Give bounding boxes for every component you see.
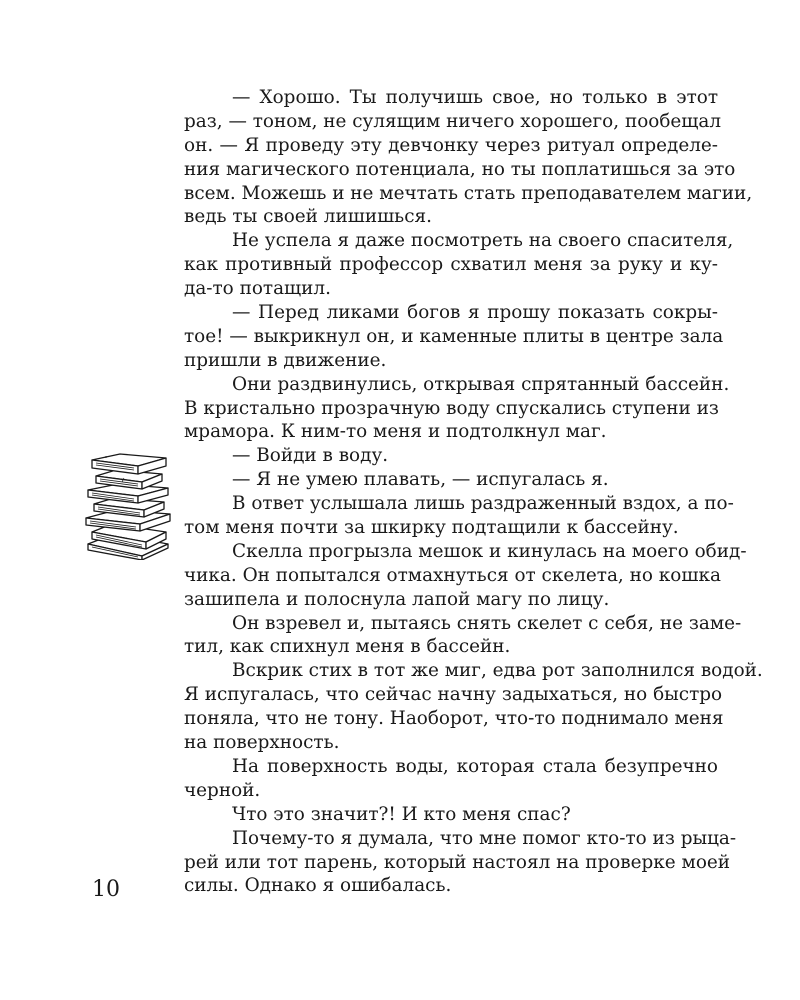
text-line: Я испугалась, что сейчас начну задыхаться, но быстро xyxy=(184,684,723,706)
text-line: — Перед ликами богов я прошу показать сокры- xyxy=(232,302,718,324)
page-number: 10 xyxy=(92,877,120,902)
text-line: На поверхность воды, которая стала безупречно xyxy=(232,755,718,777)
text-line: Не успела я даже посмотреть на своего спасителя, xyxy=(232,230,734,252)
text-line: черной. xyxy=(184,779,261,801)
text-line: всем. Можешь и не мечтать стать преподавателем магии, xyxy=(184,182,753,204)
text-line: да-то потащил. xyxy=(184,278,331,300)
text-line: как противный профессор схватил меня за руку и ку- xyxy=(184,254,718,276)
text-line: Скелла прогрызла мешок и кинулась на моего обид- xyxy=(232,540,747,562)
text-line: Вскрик стих в тот же миг, едва рот заполнился водой. xyxy=(232,660,763,682)
text-line: — Я не умею плавать, — испугалась я. xyxy=(232,469,609,491)
text-line: тил, как спихнул меня в бассейн. xyxy=(184,636,511,658)
text-line: он. — Я проведу эту девчонку через ритуал определе- xyxy=(184,134,718,156)
chapter-text xyxy=(184,86,763,898)
text-line: ния магического потенциала, но ты поплатишься за это xyxy=(184,158,736,180)
book-stack-icon xyxy=(82,452,174,560)
text-line: пришли в движение. xyxy=(184,349,387,371)
text-line: Он взревел и, пытаясь снять скелет с себя, не заме- xyxy=(232,612,742,634)
text-line: чика. Он попытался отмахнуться от скелета, но кошка xyxy=(184,564,721,586)
text-line: ведь ты своей лишишься. xyxy=(184,206,432,228)
text-line: — Войди в воду. xyxy=(232,445,389,467)
text-line: Что это значит?! И кто меня спас? xyxy=(232,803,571,825)
text-line: мрамора. К ним-то меня и подтолкнул маг. xyxy=(184,421,607,443)
text-line: В ответ услышала лишь раздраженный вздох, а по- xyxy=(232,493,734,515)
text-line: В кристально прозрачную воду спускались ступени из xyxy=(184,397,719,419)
text-line: зашипела и полоснула лапой магу по лицу. xyxy=(184,588,610,610)
text-line: силы. Однако я ошибалась. xyxy=(184,875,452,897)
text-line: тое! — выкрикнул он, и каменные плиты в центре зала xyxy=(184,325,724,347)
text-line: раз, — тоном, не сулящим ничего хорошего, пообещал xyxy=(184,110,722,132)
text-line: поняла, что не тону. Наоборот, что-то поднимало меня xyxy=(184,708,724,730)
text-line: на поверхность. xyxy=(184,732,340,754)
text-line: Почему-то я думала, что мне помог кто-то из рыца- xyxy=(232,827,737,849)
text-line: рей или тот парень, который настоял на проверке моей xyxy=(184,851,731,873)
text-line: — Хорошо. Ты получишь свое, но только в этот xyxy=(232,87,718,108)
text-line: Они раздвинулись, открывая спрятанный бассейн. xyxy=(232,373,730,395)
text-line: том меня почти за шкирку подтащили к бассейну. xyxy=(184,517,679,539)
